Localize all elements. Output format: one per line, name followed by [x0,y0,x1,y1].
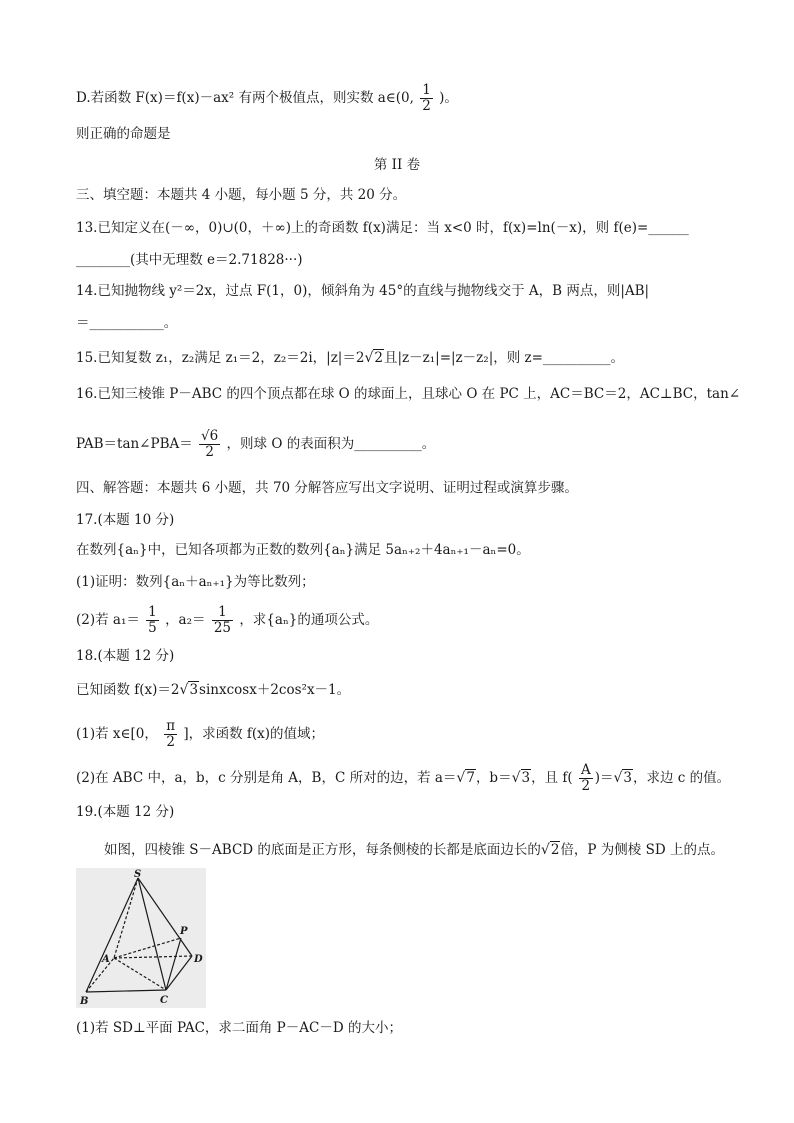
question-17-stem: 在数列{aₙ}中，已知各项都为正数的数列{aₙ}满足 5aₙ₊₂＋4aₙ₊₁－aₙ=0。 [76,542,530,558]
question-18-part1: (1)若 x∈[0， $\frac{\pi}{2}$ ]，求函数 f(x)的值域； [76,718,325,750]
question-19-stem: 如图，四棱锥 S－ABCD 的底面是正方形，每条侧棱的长都是底面边长的√2倍，P 为侧棱 SD 上的点。 [104,842,724,858]
question-17-part2: (2)若 a₁＝ $\frac{1}{5}$ ，a₂＝ $\frac{1}{25}$ ，求{aₙ}的通项公式。 [76,604,379,636]
label-s: S [134,869,142,880]
question-16-line2: PAB＝tan∠PBA＝ $\frac{√6}{2}$ ，则球 O 的表面积为__________。 [76,428,436,460]
label-d: D [194,954,203,965]
question-14-line2: ＝___________。 [76,315,178,331]
fraction-one-fifth: $\frac{1}{5}$ [148,604,157,636]
sqrt-3-c: √3 [613,770,633,786]
pyramid-diagram [76,868,206,1008]
sqrt-7: √7 [456,770,475,786]
correct-propositions-line: 则正确的命题是 [76,126,171,142]
sqrt-3-b: √3 [511,770,531,786]
fraction-pi-over-2: $\frac{\pi}{2}$ [166,718,176,750]
question-19-part1: (1)若 SD⊥平面 PAC，求二面角 P－AC－D 的大小； [76,1020,402,1036]
fraction-a-over-2: $\frac{A}{2}$ [580,762,591,794]
label-p: P [180,926,188,937]
question-14-line1: 14.已知抛物线 y²＝2x，过点 F(1，0)，倾斜角为 45°的直线与抛物线交于 A，B 两点，则|AB| [76,283,650,299]
solution-heading: 四、解答题：本题共 6 小题，共 70 分解答应写出文字说明、证明过程或演算步骤。 [76,480,578,496]
question-17-part1: (1)证明：数列{aₙ＋aₙ₊₁}为等比数列； [76,574,315,590]
question-13-line1: 13.已知定义在(－∞，0)∪(0，＋∞)上的奇函数 f(x)满足：当 x<0 时，f(x)=ln(－x)，则 f(e)=______ [76,220,689,236]
label-c: C [160,995,168,1006]
question-18-title: 18.(本题 12 分) [76,648,175,664]
option-d-text: D.若函数 F(x)＝f(x)－ax² 有两个极值点，则实数 a∈(0, [76,90,414,106]
fraction-sqrt6-over-2: $\frac{√6}{2}$ [201,428,219,460]
sqrt-2: √2 [364,350,383,366]
fraction-one-twentyfifth: $\frac{1}{25}$ [213,604,232,636]
question-15: 15.已知复数 z₁，z₂满足 z₁＝2，z₂＝2i，|z|＝2√2且|z－z₁|=|z－z₂|，则 z=__________。 [76,350,624,366]
question-13-line2: ________(其中无理数 e＝2.71828···) [76,252,303,268]
question-19-title: 19.(本题 12 分) [76,804,175,820]
label-b: B [80,996,89,1007]
question-18-part2: (2)在 ABC 中，a，b，c 分别是角 A，B，C 所对的边，若 a＝√7，b＝√3，且 f( $\frac{A}{2}$ )＝√3，求边 c 的值。 [76,762,731,794]
question-17-title: 17.(本题 10 分) [76,512,175,528]
section-title: 第 II 卷 [373,157,421,173]
question-16-line1: 16.已知三棱锥 P－ABC 的四个顶点都在球 O 的球面上，且球心 O 在 PC 上，AC＝BC＝2，AC⊥BC，tan∠ [76,386,741,402]
sqrt-2-b: √2 [540,842,560,858]
question-18-stem: 已知函数 f(x)＝2√3sinxcosx＋2cos²x－1。 [76,682,351,698]
pyramid-figure [76,868,206,1008]
sqrt-3: √3 [179,682,199,698]
fraction-one-half: $\frac{1}{2}$ [422,82,431,114]
option-d-line: D.若函数 F(x)＝f(x)－ax² 有两个极值点，则实数 a∈(0, $\frac{1}{2}$ )。 [76,82,458,114]
fill-blank-heading: 三、填空题：本题共 4 小题，每小题 5 分，共 20 分。 [76,187,407,203]
label-a: A [102,954,110,965]
